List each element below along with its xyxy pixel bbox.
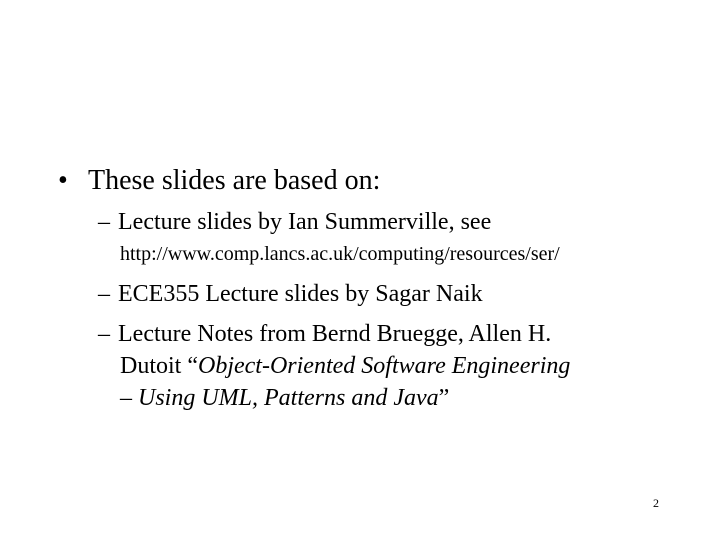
source-continuation-line — [120, 350, 570, 382]
source-text: Lecture Notes from Bernd Bruegge, Allen H. — [118, 321, 552, 347]
source-text-prefix: Dutoit “ — [120, 353, 198, 379]
dash-marker: – — [98, 209, 110, 235]
source-item-summerville — [98, 206, 491, 238]
source-text-suffix: ” — [438, 385, 450, 411]
bullet-marker: • — [58, 165, 68, 196]
source-item-naik — [98, 278, 483, 310]
source-url: http://www.comp.lancs.ac.uk/computing/resources/ser/ — [120, 243, 560, 265]
source-text: Lecture slides by Ian Summerville, see — [118, 209, 492, 235]
main-bullet — [58, 163, 380, 199]
dash-marker: – — [98, 321, 110, 347]
dash-marker: – — [98, 281, 110, 307]
source-text: ECE355 Lecture slides by Sagar Naik — [118, 281, 483, 307]
book-title-part2: – Using UML, Patterns and Java — [120, 385, 439, 411]
main-bullet-text: These slides are based on: — [88, 165, 381, 196]
page-number: 2 — [653, 496, 659, 510]
book-title-part1: Object-Oriented Software Engineering — [198, 353, 571, 379]
source-continuation-line — [120, 382, 449, 414]
source-item-bruegge — [98, 318, 551, 350]
